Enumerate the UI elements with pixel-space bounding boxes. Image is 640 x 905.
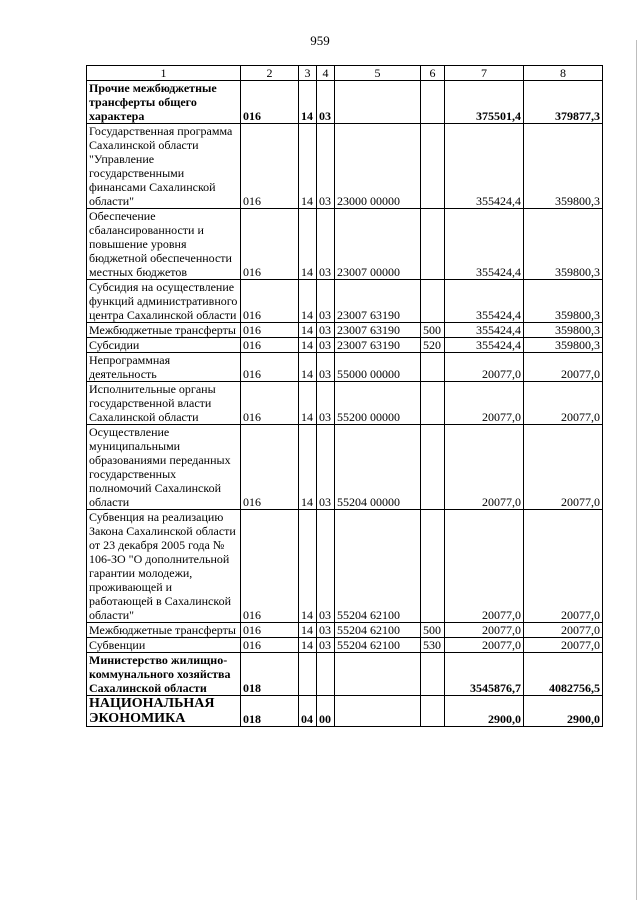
table-cell	[421, 696, 445, 727]
row-name-cell: Прочие межбюджетные трансферты общего характера	[87, 81, 241, 124]
table-cell: 14	[299, 280, 317, 323]
table-cell	[421, 280, 445, 323]
table-cell: 03	[317, 382, 335, 425]
column-header: 6	[421, 66, 445, 81]
table-cell: 14	[299, 638, 317, 653]
table-cell	[421, 353, 445, 382]
table-row	[87, 623, 603, 638]
table-row	[87, 510, 603, 623]
table-cell: 520	[421, 338, 445, 353]
table-cell: 14	[299, 623, 317, 638]
table-row	[87, 124, 603, 209]
table-cell: 016	[241, 382, 299, 425]
page-edge-line	[636, 40, 637, 900]
table-cell: 20077,0	[524, 425, 603, 510]
table-cell: 23007 63190	[335, 323, 421, 338]
table-cell: 03	[317, 638, 335, 653]
table-cell: 016	[241, 510, 299, 623]
table-cell: 355424,4	[445, 338, 524, 353]
table-cell: 3545876,7	[445, 653, 524, 696]
table-cell: 016	[241, 623, 299, 638]
table-cell: 20077,0	[524, 353, 603, 382]
table-cell: 14	[299, 425, 317, 510]
table-cell: 20077,0	[445, 353, 524, 382]
table-cell: 359800,3	[524, 124, 603, 209]
table-row	[87, 209, 603, 280]
table-cell: 04	[299, 696, 317, 727]
table-header-row	[87, 66, 603, 81]
table-row	[87, 653, 603, 696]
table-cell: 14	[299, 81, 317, 124]
row-name-cell: Субвенции	[87, 638, 241, 653]
table-cell: 23007 00000	[335, 209, 421, 280]
table-cell: 359800,3	[524, 338, 603, 353]
table-cell: 14	[299, 353, 317, 382]
table-cell: 03	[317, 209, 335, 280]
table-cell: 016	[241, 209, 299, 280]
table-cell: 2900,0	[524, 696, 603, 727]
row-name-cell: Межбюджетные трансферты	[87, 323, 241, 338]
table-row	[87, 338, 603, 353]
table-cell: 55000 00000	[335, 353, 421, 382]
column-header: 3	[299, 66, 317, 81]
table-cell	[421, 81, 445, 124]
table-cell: 355424,4	[445, 124, 524, 209]
table-cell: 23000 00000	[335, 124, 421, 209]
table-cell: 14	[299, 323, 317, 338]
row-name-cell: Субвенция на реализацию Закона Сахалинской области от 23 декабря 2005 года № 106-ЗО "О дополнительной гарантии молодежи, проживающей и работающей в Сахалинской области"	[87, 510, 241, 623]
table-cell	[421, 653, 445, 696]
table-cell: 55204 00000	[335, 425, 421, 510]
column-header: 7	[445, 66, 524, 81]
table-cell: 359800,3	[524, 323, 603, 338]
table-row	[87, 353, 603, 382]
table-row	[87, 638, 603, 653]
table-cell: 016	[241, 638, 299, 653]
table-cell: 20077,0	[524, 382, 603, 425]
table-cell: 14	[299, 510, 317, 623]
table-row	[87, 323, 603, 338]
table-cell: 20077,0	[445, 638, 524, 653]
table-cell: 375501,4	[445, 81, 524, 124]
table-cell	[335, 696, 421, 727]
table-row	[87, 425, 603, 510]
table-cell: 03	[317, 280, 335, 323]
table-cell: 03	[317, 623, 335, 638]
table-cell: 016	[241, 425, 299, 510]
table-cell	[421, 209, 445, 280]
table-row	[87, 280, 603, 323]
table-cell: 20077,0	[445, 623, 524, 638]
table-cell: 2900,0	[445, 696, 524, 727]
table-cell: 20077,0	[445, 425, 524, 510]
table-cell	[299, 653, 317, 696]
table-cell: 55204 62100	[335, 638, 421, 653]
column-header: 2	[241, 66, 299, 81]
table-cell: 03	[317, 323, 335, 338]
table-cell: 355424,4	[445, 323, 524, 338]
table-cell: 14	[299, 209, 317, 280]
row-name-cell: Субсидии	[87, 338, 241, 353]
table-cell: 03	[317, 124, 335, 209]
row-name-cell: Осуществление муниципальными образованиями переданных государственных полномочий Сахалинской области	[87, 425, 241, 510]
table-cell: 016	[241, 280, 299, 323]
table-cell: 016	[241, 124, 299, 209]
table-cell: 359800,3	[524, 209, 603, 280]
table-cell: 55204 62100	[335, 623, 421, 638]
row-name-cell: Исполнительные органы государственной власти Сахалинской области	[87, 382, 241, 425]
table-cell: 14	[299, 338, 317, 353]
table-cell: 500	[421, 623, 445, 638]
table-cell: 55200 00000	[335, 382, 421, 425]
table-cell	[421, 382, 445, 425]
table-cell	[335, 81, 421, 124]
table-cell: 500	[421, 323, 445, 338]
table-cell: 016	[241, 81, 299, 124]
table-cell: 016	[241, 338, 299, 353]
table-cell: 379877,3	[524, 81, 603, 124]
table-cell: 016	[241, 323, 299, 338]
table-cell: 20077,0	[524, 510, 603, 623]
row-name-cell: Обеспечение сбалансированности и повышение уровня бюджетной обеспеченности местных бюджетов	[87, 209, 241, 280]
column-header: 4	[317, 66, 335, 81]
budget-table	[86, 65, 603, 727]
table-cell: 00	[317, 696, 335, 727]
table-cell: 03	[317, 81, 335, 124]
table-cell	[335, 653, 421, 696]
table-cell: 03	[317, 353, 335, 382]
table-cell: 23007 63190	[335, 280, 421, 323]
table-row	[87, 696, 603, 727]
table-cell	[421, 124, 445, 209]
table-cell: 4082756,5	[524, 653, 603, 696]
table-cell: 530	[421, 638, 445, 653]
table-cell: 20077,0	[524, 638, 603, 653]
table-cell: 20077,0	[445, 382, 524, 425]
column-header: 1	[87, 66, 241, 81]
row-name-cell: Непрограммная деятельность	[87, 353, 241, 382]
table-cell: 20077,0	[524, 623, 603, 638]
table-cell	[317, 653, 335, 696]
table-cell: 016	[241, 353, 299, 382]
table-cell: 359800,3	[524, 280, 603, 323]
table-cell: 03	[317, 510, 335, 623]
table-cell: 55204 62100	[335, 510, 421, 623]
table-cell: 14	[299, 382, 317, 425]
table-row	[87, 81, 603, 124]
table-cell: 03	[317, 425, 335, 510]
table-cell	[421, 425, 445, 510]
table-cell: 355424,4	[445, 209, 524, 280]
row-name-cell: Государственная программа Сахалинской области "Управление государственными финансами Сахалинской области"	[87, 124, 241, 209]
table-row	[87, 382, 603, 425]
column-header: 8	[524, 66, 603, 81]
page-number: 959	[310, 33, 330, 48]
row-name-cell: НАЦИОНАЛЬНАЯ ЭКОНОМИКА	[87, 696, 241, 727]
row-name-cell: Межбюджетные трансферты	[87, 623, 241, 638]
table-cell: 03	[317, 338, 335, 353]
table-cell: 23007 63190	[335, 338, 421, 353]
table-cell: 018	[241, 696, 299, 727]
table-cell: 14	[299, 124, 317, 209]
row-name-cell: Субсидия на осуществление функций административного центра Сахалинской области	[87, 280, 241, 323]
column-header: 5	[335, 66, 421, 81]
table-cell: 355424,4	[445, 280, 524, 323]
table-cell	[421, 510, 445, 623]
row-name-cell: Министерство жилищно-коммунального хозяйства Сахалинской области	[87, 653, 241, 696]
table-cell: 20077,0	[445, 510, 524, 623]
table-cell: 018	[241, 653, 299, 696]
